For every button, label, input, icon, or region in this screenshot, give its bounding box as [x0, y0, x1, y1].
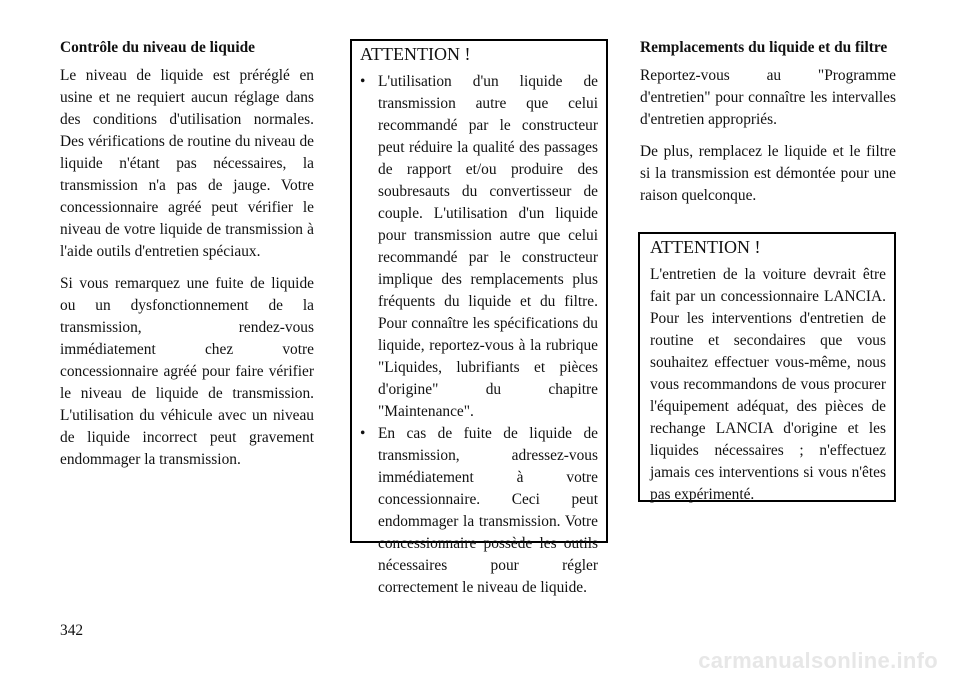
warning-box: [350, 39, 608, 596]
warning-item: • En cas de fuite de liquide de transmission, adressez-vous immédiatement à votre concessionnaire. Ceci peut endommager la transmission. Votre concessionnaire possède les outils nécessaires pour régler correctement le niveau de liquide.: [360, 423, 598, 599]
warning-title: ATTENTION !: [360, 44, 471, 64]
page-number: 342: [60, 622, 84, 639]
warning-text: L'entretien de la voiture devrait être fait par un concessionnaire LANCIA. Pour les interventions d'entretien de routine et secondaires que vous souhaitez effectuer vous-même, nous vous recommandons de vous procurer l'équipement adéquat, des pièces de rechange LANCIA d'origine et les liquides nécessaires ; n'effectuez jamais ces interventions si vous n'êtes pas expérimenté.: [650, 266, 886, 503]
right-column: [640, 37, 896, 217]
warning-box: [638, 232, 896, 502]
paragraph: De plus, remplacez le liquide et le filtre si la transmission est démontée pour une raison quelconque.: [640, 143, 896, 204]
warning-list: [360, 71, 598, 599]
paragraph: Le niveau de liquide est préréglé en usine et ne requiert aucun réglage dans des conditions d'utilisation normales. Des vérifications de routine du niveau de liquide n'étant pas nécessaires, la transmission n'a pas de jauge. Votre concessionnaire agréé peut vérifier le niveau de votre liquide de transmission à l'aide outils d'entretien spéciaux.: [60, 67, 314, 260]
section-heading: Remplacements du liquide et du filtre: [640, 39, 888, 56]
section-heading: Contrôle du niveau de liquide: [60, 39, 255, 56]
left-column: [60, 37, 314, 481]
paragraph: Si vous remarquez une fuite de liquide ou un dysfonctionnement de la transmission, rendez-vous immédiatement chez votre concessionnaire agréé pour faire vérifier le niveau de liquide de transmission. L'utilisation du véhicule avec un niveau de liquide incorrect peut gravement endommager la transmission.: [60, 275, 314, 468]
warning-title: ATTENTION !: [650, 237, 761, 257]
warning-item: • L'utilisation d'un liquide de transmission autre que celui recommandé par le constructeur peut réduire la qualité des passages de rapport et/ou produire des soubresauts du convertisseur de couple. L'utilisation d'un liquide pour transmission autre que celui recommandé par le constructeur implique des remplacements plus fréquents du liquide et du filtre. Pour connaître les spécifications du liquide, reportez-vous à la rubrique "Liquides, lubrifiants et pièces d'origine" du chapitre "Maintenance".: [360, 71, 598, 423]
watermark: carmanualsonline.info: [698, 648, 938, 673]
paragraph: Reportez-vous au "Programme d'entretien" pour connaître les intervalles d'entretien appropriés.: [640, 67, 896, 128]
